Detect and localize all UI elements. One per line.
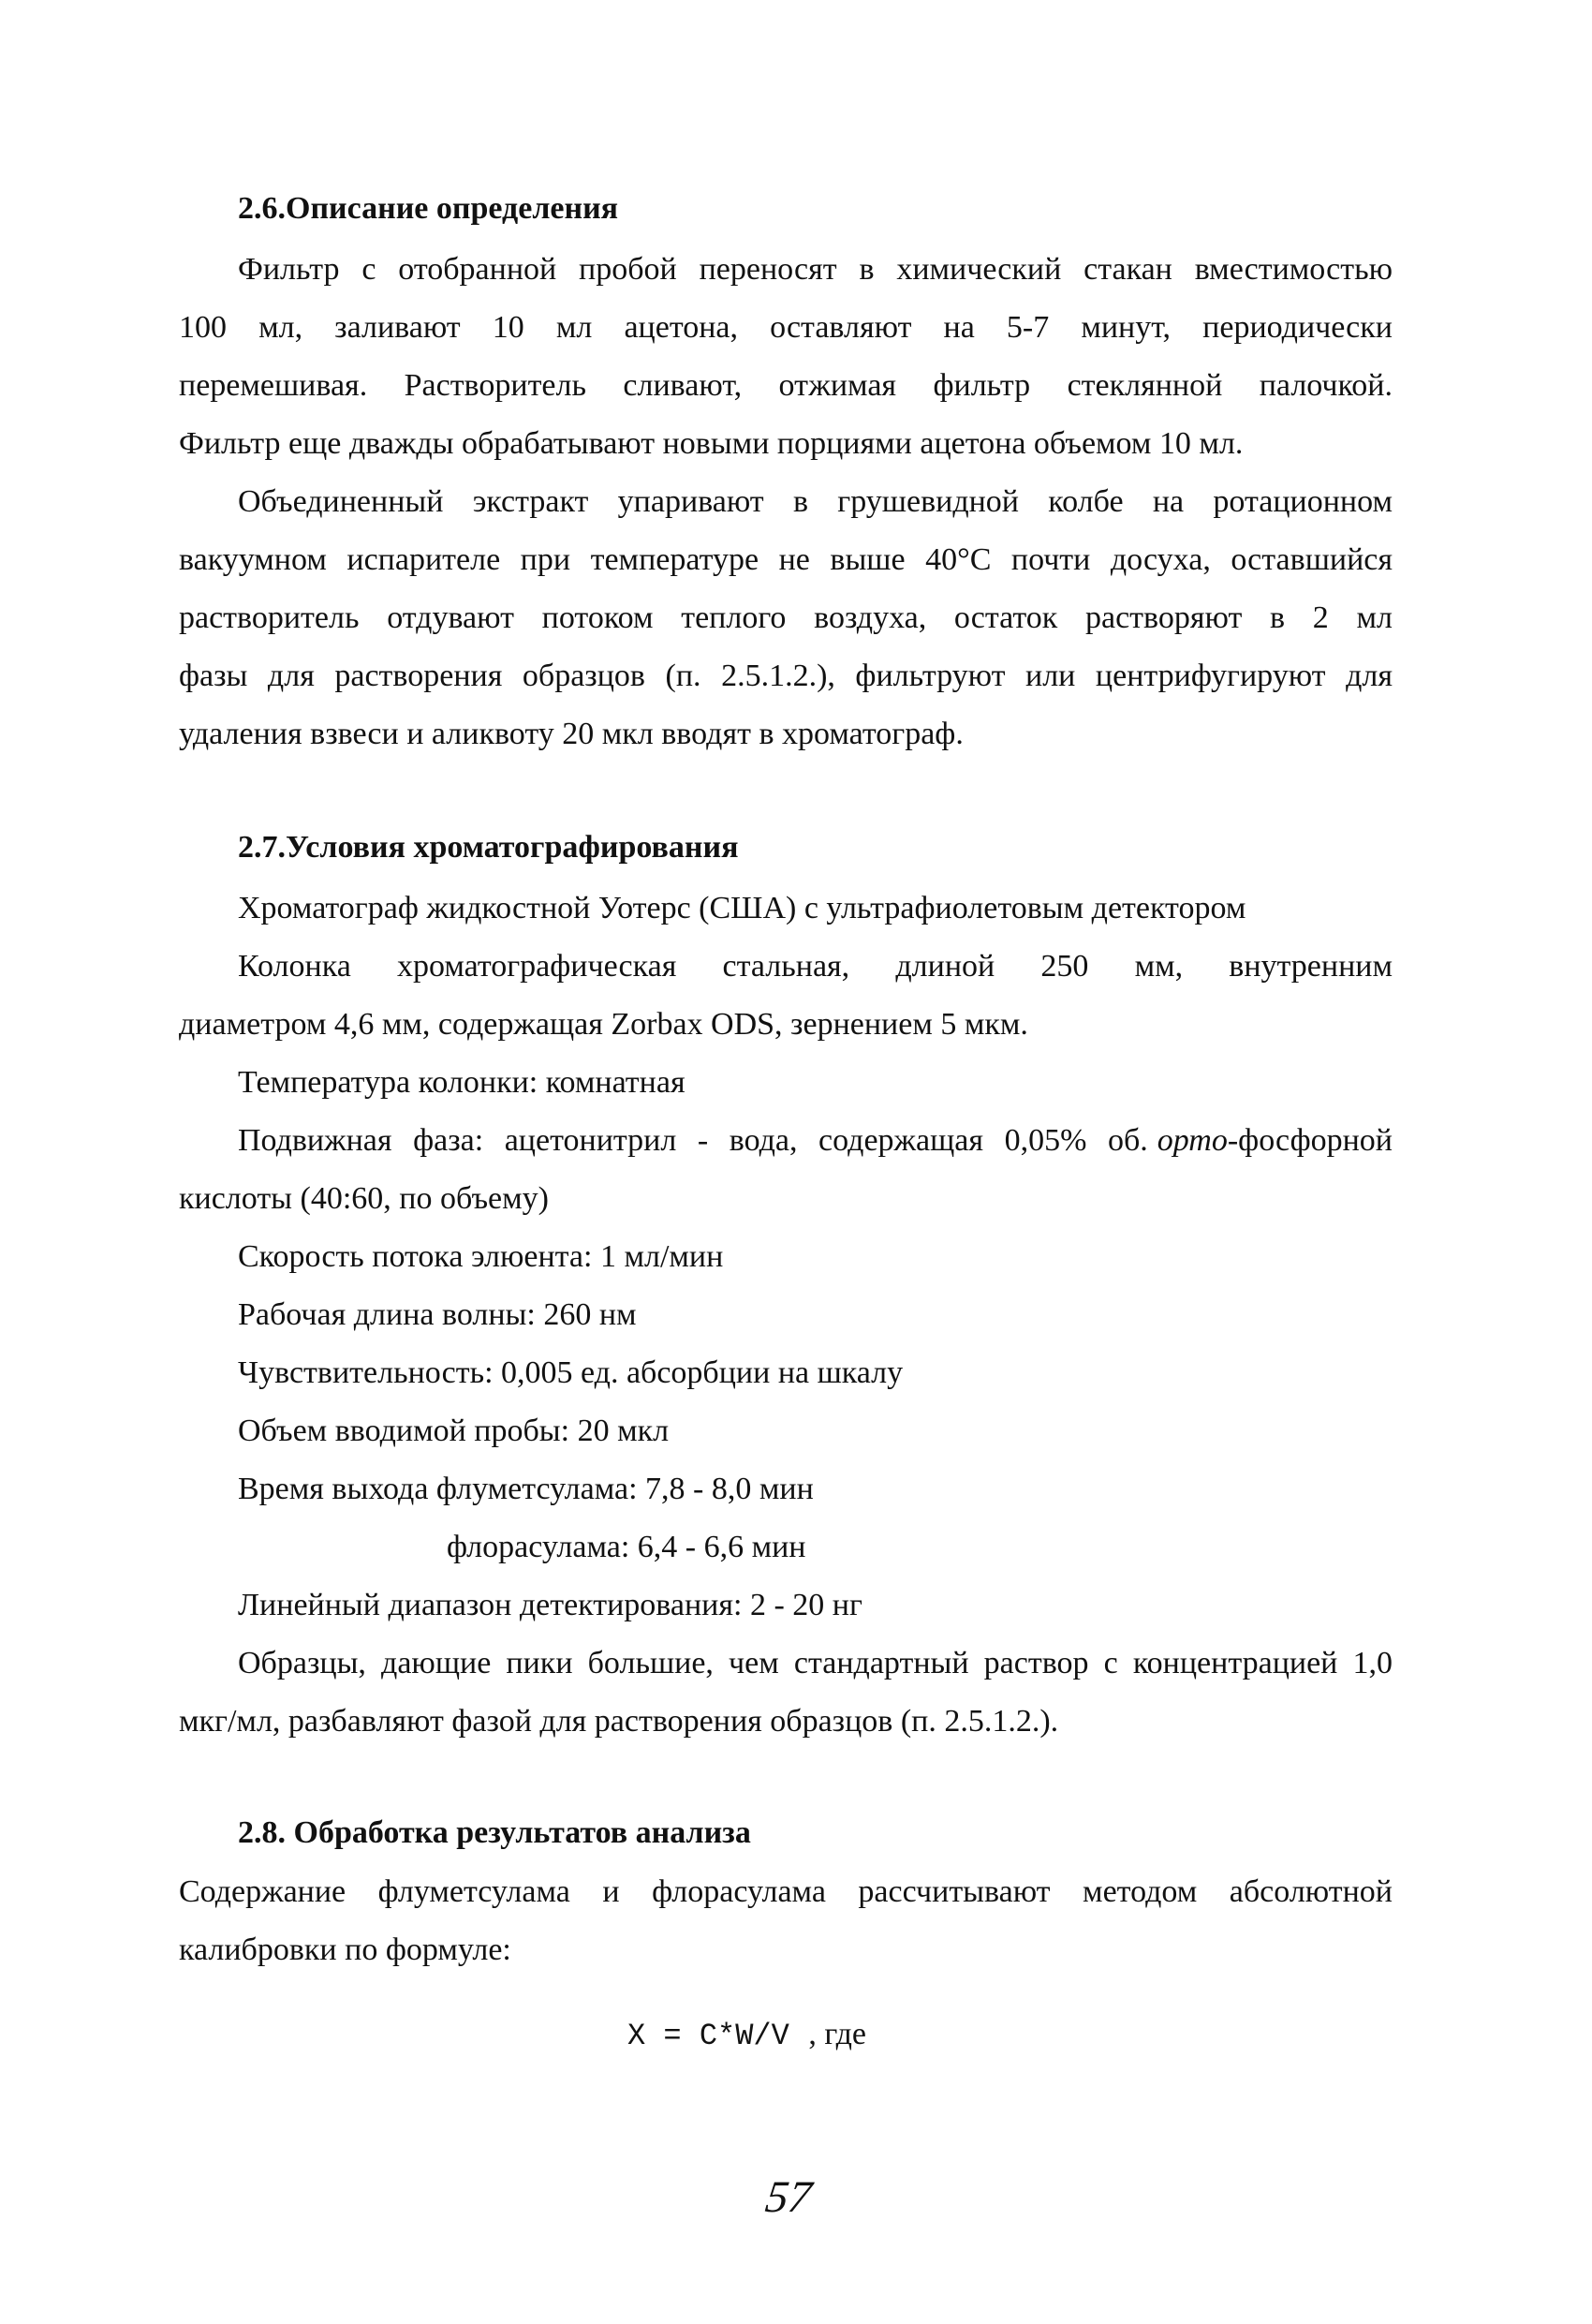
formula-line	[627, 2016, 866, 2055]
paragraph-line: 100 мл, заливают 10 мл ацетона, оставляют на 5-7 минут, периодически	[179, 310, 1393, 345]
phosphoric-text: -фосфорной	[1227, 1123, 1393, 1158]
mobile-phase-text: Подвижная фаза: ацетонитрил - вода, содержащая 0,05% об.	[238, 1123, 1148, 1158]
paragraph-line	[238, 1122, 1393, 1160]
formula: X = C*W/V	[627, 2019, 789, 2053]
paragraph-line: калибровки по формуле:	[179, 1932, 511, 1967]
paragraph-line: Образцы, дающие пики большие, чем стандартный раствор с концентрацией 1,0	[238, 1646, 1393, 1680]
paragraph-line: Температура колонки: комнатная	[238, 1065, 685, 1100]
paragraph-line: Фильтр еще дважды обрабатывают новыми порциями ацетона объемом 10 мл.	[179, 426, 1244, 461]
paragraph-line: Объединенный экстракт упаривают в грушевидной колбе на ротационном	[238, 484, 1393, 519]
paragraph-line: диаметром 4,6 мм, содержащая Zorbax ODS, зернением 5 мкм.	[179, 1007, 1028, 1042]
formula-suffix: , где	[808, 2017, 866, 2051]
paragraph-line: Линейный диапазон детектирования: 2 - 20 нг	[238, 1588, 862, 1622]
paragraph-line: Содержание флуметсулама и флорасулама рассчитывают методом абсолютной	[179, 1874, 1393, 1909]
paragraph-line: растворитель отдувают потоком теплого воздуха, остаток растворяют в 2 мл	[179, 600, 1393, 635]
section-heading-2-6: 2.6.Описание определения	[238, 191, 619, 226]
paragraph-line: вакуумном испарителе при температуре не выше 40°С почти досуха, оставшийся	[179, 542, 1393, 577]
paragraph-line: перемешивая. Растворитель сливают, отжимая фильтр стеклянной палочкой.	[179, 368, 1393, 403]
paragraph-line: Фильтр с отобранной пробой переносят в химический стакан вместимостью	[238, 252, 1393, 287]
paragraph-line: Хроматограф жидкостной Уотерс (США) с ультрафиолетовым детектором	[238, 891, 1246, 925]
paragraph-line: Колонка хроматографическая стальная, длиной 250 мм, внутренним	[238, 949, 1393, 984]
paragraph-line: Скорость потока элюента: 1 мл/мин	[238, 1239, 724, 1274]
paragraph-line: Объем вводимой пробы: 20 мкл	[238, 1414, 670, 1448]
paragraph-line: Рабочая длина волны: 260 нм	[238, 1297, 637, 1332]
section-heading-2-8: 2.8. Обработка результатов анализа	[238, 1815, 751, 1850]
paragraph-line: флорасулама: 6,4 - 6,6 мин	[447, 1530, 806, 1564]
page-number: 57	[762, 2172, 815, 2222]
paragraph-line: мкг/мл, разбавляют фазой для растворения образцов (п. 2.5.1.2.).	[179, 1704, 1059, 1739]
paragraph-line: удаления взвеси и аликвоту 20 мкл вводят в хроматограф.	[179, 717, 964, 751]
paragraph-line: Чувствительность: 0,005 ед. абсорбции на шкалу	[238, 1355, 904, 1390]
paragraph-line: фазы для растворения образцов (п. 2.5.1.2.), фильтруют или центрифугируют для	[179, 659, 1393, 693]
paragraph-line: Время выхода флуметсулама: 7,8 - 8,0 мин	[238, 1472, 814, 1506]
section-heading-2-7: 2.7.Условия хроматографирования	[238, 830, 739, 865]
paragraph-line: кислоты (40:60, по объему)	[179, 1181, 549, 1216]
italic-ortho: орто	[1157, 1123, 1228, 1158]
